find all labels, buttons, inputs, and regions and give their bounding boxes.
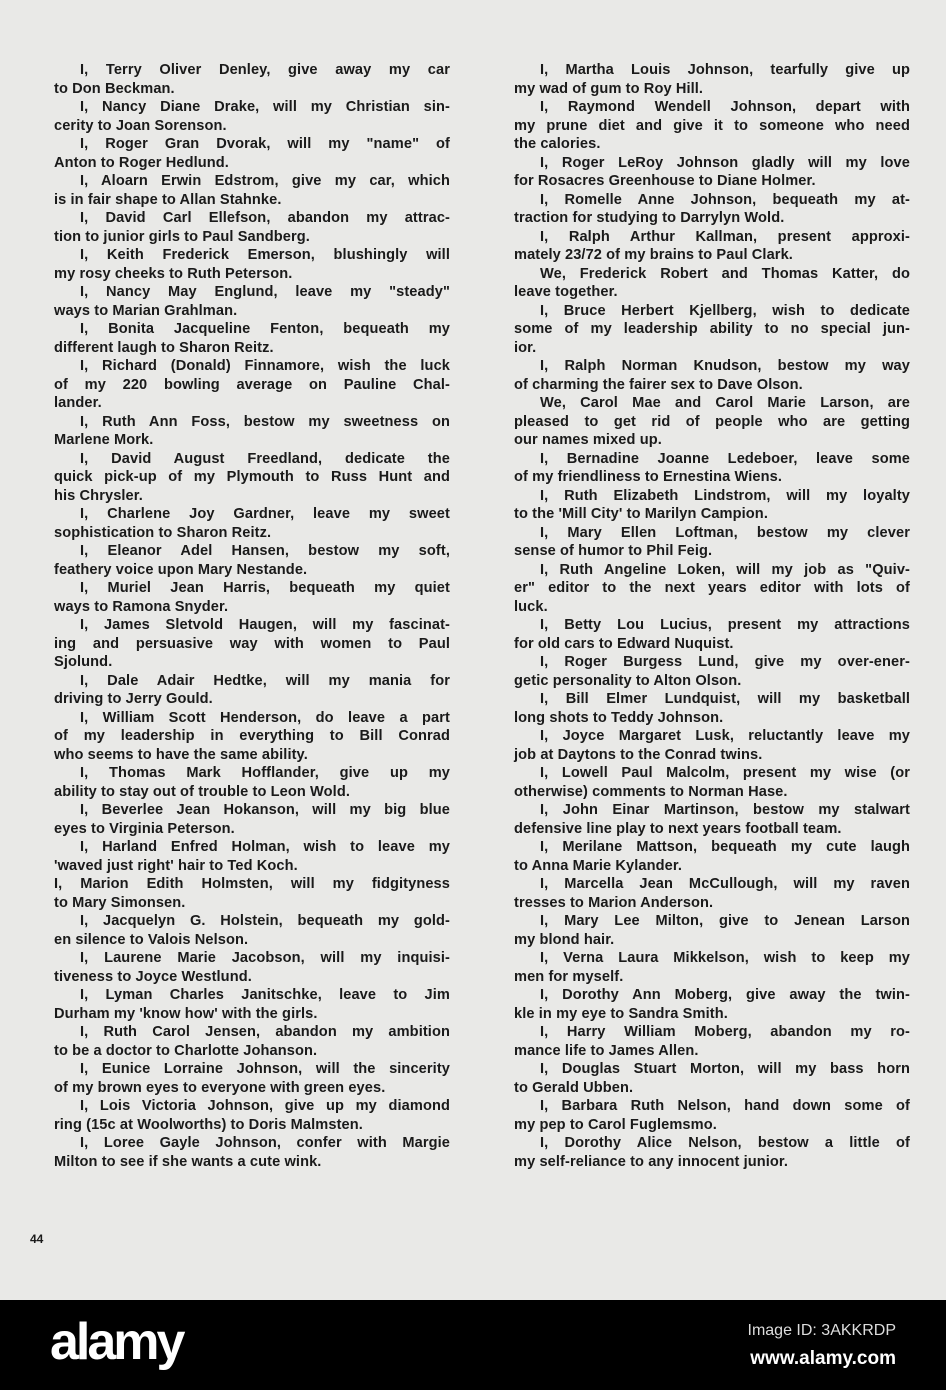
text-line: I, Marion Edith Holmsten, will my fidgityness <box>54 876 450 892</box>
will-entry <box>54 616 450 672</box>
text-line: I, David Carl Ellefson, abandon my attrac- <box>80 210 450 226</box>
will-entry <box>54 98 450 135</box>
text-line: I, Ralph Arthur Kallman, present approxi- <box>540 228 910 245</box>
text-line: who seems to have the same ability. <box>54 746 308 763</box>
text-line: kle in my eye to Sandra Smith. <box>514 1005 728 1022</box>
will-entry <box>514 450 910 487</box>
text-line: my rosy cheeks to Ruth Peterson. <box>54 265 293 282</box>
text-line: I, Romelle Anne Johnson, bequeath my at- <box>540 191 910 208</box>
text-line: feathery voice upon Mary Nestande. <box>54 561 308 578</box>
text-line: I, Bill Elmer Lundquist, will my basketball <box>540 691 910 707</box>
text-line: men for myself. <box>514 968 624 985</box>
text-line: Durham my 'know how' with the girls. <box>54 1005 318 1022</box>
text-line: is in fair shape to Allan Stahnke. <box>54 191 282 208</box>
text-line: I, James Sletvold Haugen, will my fascinat- <box>80 617 450 633</box>
text-line: driving to Jerry Gould. <box>54 691 213 707</box>
text-line: of my friendliness to Ernestina Wiens. <box>514 469 783 485</box>
text-line: I, Nancy Diane Drake, will my Christian sin- <box>80 99 450 115</box>
will-entry <box>54 1097 450 1134</box>
will-entry <box>514 838 910 875</box>
text-line: ways to Ramona Snyder. <box>54 598 229 615</box>
text-line: I, Laurene Marie Jacobson, will my inquisi- <box>80 950 450 966</box>
text-line: to Mary Simonsen. <box>54 894 186 911</box>
text-line: I, Eleanor Adel Hansen, bestow my soft, <box>80 543 450 559</box>
text-line: traction for studying to Darrylyn Wold. <box>514 210 785 226</box>
will-entry <box>54 450 450 506</box>
left-column <box>54 61 450 1171</box>
will-entry <box>514 1097 910 1134</box>
text-line: of my leadership in everything to Bill Conrad <box>54 728 450 744</box>
text-line: otherwise) comments to Norman Hase. <box>514 783 788 800</box>
text-line: ways to Marian Grahlman. <box>54 302 238 319</box>
text-line: long shots to Teddy Johnson. <box>514 709 724 726</box>
will-entry <box>514 653 910 690</box>
text-line: my pep to Carol Fuglemsmo. <box>514 1116 717 1133</box>
will-entry <box>54 320 450 357</box>
text-line: I, Richard (Donald) Finnamore, wish the luck <box>80 358 450 374</box>
text-line: tion to junior girls to Paul Sandberg. <box>54 228 310 245</box>
will-entry <box>54 949 450 986</box>
text-line: ring (15c at Woolworths) to Doris Malmsten. <box>54 1116 363 1133</box>
will-entry <box>514 191 910 228</box>
text-line: I, Jacquelyn G. Holstein, bequeath my gold- <box>80 913 450 929</box>
will-entry <box>54 1023 450 1060</box>
text-line: of charming the fairer sex to Dave Olson. <box>514 376 803 393</box>
will-entry <box>54 542 450 579</box>
text-line: I, Marcella Jean McCullough, will my raven <box>540 876 910 892</box>
text-line: I, Muriel Jean Harris, bequeath my quiet <box>80 580 450 596</box>
text-line: I, Roger Burgess Lund, give my over-ener- <box>540 654 910 670</box>
text-line: I, Ruth Angeline Loken, will my job as "Quiv- <box>540 561 910 578</box>
will-entry <box>514 690 910 727</box>
text-line: Marlene Mork. <box>54 432 154 448</box>
text-line: our names mixed up. <box>514 432 662 448</box>
text-line: eyes to Virginia Peterson. <box>54 820 235 837</box>
text-line: I, Barbara Ruth Nelson, hand down some of <box>540 1098 910 1114</box>
text-line: ability to stay out of trouble to Leon Wold. <box>54 783 350 800</box>
will-entry <box>54 1060 450 1097</box>
text-line: my prune diet and give it to someone who need <box>514 117 910 134</box>
text-line: I, Charlene Joy Gardner, leave my sweet <box>80 506 450 522</box>
will-entry <box>514 727 910 764</box>
text-line: of my 220 bowling average on Pauline Chal- <box>54 376 450 393</box>
text-line: luck. <box>514 598 548 615</box>
text-line: I, Douglas Stuart Morton, will my bass horn <box>540 1061 910 1077</box>
text-line: sophistication to Sharon Reitz. <box>54 524 272 541</box>
text-line: I, Verna Laura Mikkelson, wish to keep my <box>540 950 910 966</box>
will-entry <box>54 172 450 209</box>
will-entry <box>514 487 910 524</box>
text-line: different laugh to Sharon Reitz. <box>54 339 274 356</box>
text-line: my self-reliance to any innocent junior. <box>514 1153 789 1170</box>
text-line: I, Dorothy Alice Nelson, bestow a little of <box>540 1135 910 1151</box>
right-column <box>514 61 910 1171</box>
text-line: er" editor to the next years editor with lots of <box>514 580 910 596</box>
text-line: I, Harland Enfred Holman, wish to leave my <box>80 839 450 855</box>
will-entry <box>514 394 910 450</box>
text-line: leave together. <box>514 284 618 300</box>
will-entry <box>514 1060 910 1097</box>
will-entry <box>54 672 450 709</box>
will-entry <box>514 1134 910 1171</box>
text-line: ing and persuasive way with women to Paul <box>54 635 450 652</box>
text-line: I, Ruth Ann Foss, bestow my sweetness on <box>80 413 450 430</box>
text-line: I, Terry Oliver Denley, give away my car <box>80 62 450 78</box>
text-line: I, Dorothy Ann Moberg, give away the twin- <box>540 987 910 1003</box>
will-entry <box>514 61 910 98</box>
text-line: Sjolund. <box>54 654 113 670</box>
text-line: I, John Einar Martinson, bestow my stalwart <box>540 802 910 818</box>
will-entry <box>514 912 910 949</box>
will-entry <box>514 228 910 265</box>
text-line: I, Harry William Moberg, abandon my ro- <box>540 1024 910 1040</box>
will-entry <box>54 61 450 98</box>
text-line: I, Joyce Margaret Lusk, reluctantly leave my <box>540 728 910 744</box>
will-entry <box>514 265 910 302</box>
text-line: some of my leadership ability to no special jun- <box>514 321 910 337</box>
will-entry <box>54 986 450 1023</box>
will-entry <box>514 357 910 394</box>
text-line: Milton to see if she wants a cute wink. <box>54 1153 322 1170</box>
text-line: tresses to Marion Anderson. <box>514 894 714 911</box>
text-line: I, Roger LeRoy Johnson gladly will my love <box>540 154 910 171</box>
text-line: I, Aloarn Erwin Edstrom, give my car, which <box>80 173 450 189</box>
text-line: to Gerald Ubben. <box>514 1079 634 1096</box>
will-entry <box>54 801 450 838</box>
text-line: I, William Scott Henderson, do leave a part <box>80 709 450 726</box>
will-entry <box>514 1023 910 1060</box>
text-line: my blond hair. <box>514 931 615 948</box>
text-line: to be a doctor to Charlotte Johanson. <box>54 1042 318 1059</box>
text-line: I, Thomas Mark Hofflander, give up my <box>80 765 450 781</box>
text-line: cerity to Joan Sorenson. <box>54 117 227 134</box>
page-number: 44 <box>30 1232 44 1246</box>
text-line: ior. <box>514 339 537 356</box>
website-url: www.alamy.com <box>750 1348 896 1369</box>
text-line: to Don Beckman. <box>54 80 175 97</box>
will-entry <box>54 505 450 542</box>
will-entry <box>514 302 910 358</box>
text-line: I, Bonita Jacqueline Fenton, bequeath my <box>80 321 450 337</box>
will-entry <box>514 801 910 838</box>
text-line: I, Beverlee Jean Hokanson, will my big blue <box>80 802 450 818</box>
text-line: I, Merilane Mattson, bequeath my cute laugh <box>540 839 910 855</box>
text-line: getic personality to Alton Olson. <box>514 672 742 689</box>
will-entry <box>54 413 450 450</box>
text-line: I, Keith Frederick Emerson, blushingly will <box>80 247 450 263</box>
will-entry <box>54 357 450 413</box>
will-entry <box>54 209 450 246</box>
image-id: Image ID: 3AKKRDP <box>747 1322 896 1339</box>
text-line: 'waved just right' hair to Ted Koch. <box>54 857 298 874</box>
will-entry <box>54 838 450 875</box>
text-line: I, Betty Lou Lucius, present my attractions <box>540 617 910 633</box>
text-line: I, Eunice Lorraine Johnson, will the sincerity <box>80 1061 450 1077</box>
text-line: mately 23/72 of my brains to Paul Clark. <box>514 247 793 263</box>
text-line: I, Lois Victoria Johnson, give up my diamond <box>80 1098 450 1114</box>
will-entry <box>54 875 450 912</box>
will-entry <box>54 246 450 283</box>
text-line: I, Bernadine Joanne Ledeboer, leave some <box>540 450 910 467</box>
will-entry <box>54 1134 450 1171</box>
will-entry <box>54 912 450 949</box>
text-line: I, Loree Gayle Johnson, confer with Margie <box>80 1135 450 1151</box>
text-line: I, Martha Louis Johnson, tearfully give up <box>540 62 910 78</box>
text-line: We, Carol Mae and Carol Marie Larson, are <box>540 395 910 411</box>
text-line: for Rosacres Greenhouse to Diane Holmer. <box>514 173 816 189</box>
text-line: I, Raymond Wendell Johnson, depart with <box>540 99 910 115</box>
text-line: I, Dale Adair Hedtke, will my mania for <box>80 672 450 689</box>
text-line: I, Lowell Paul Malcolm, present my wise (or <box>540 765 910 781</box>
text-line: Anton to Roger Hedlund. <box>54 154 229 171</box>
watermark-footer <box>0 1300 946 1390</box>
will-entry <box>54 283 450 320</box>
text-line: the calories. <box>514 136 601 152</box>
text-line: I, Ruth Carol Jensen, abandon my ambition <box>80 1024 450 1040</box>
will-entry <box>514 98 910 154</box>
text-line: I, Mary Ellen Loftman, bestow my clever <box>540 524 910 541</box>
text-line: I, Ralph Norman Knudson, bestow my way <box>540 358 910 374</box>
will-entry <box>514 524 910 561</box>
text-line: my wad of gum to Roy Hill. <box>514 80 704 97</box>
text-line: job at Daytons to the Conrad twins. <box>514 746 763 763</box>
text-line: defensive line play to next years football team. <box>514 820 842 837</box>
will-entry <box>54 764 450 801</box>
will-entry <box>514 875 910 912</box>
text-line: I, Bruce Herbert Kjellberg, wish to dedicate <box>540 302 910 319</box>
text-line: pleased to get rid of people who are getting <box>514 413 910 430</box>
text-line: lander. <box>54 395 102 411</box>
text-line: I, Ruth Elizabeth Lindstrom, will my loyalty <box>540 487 910 504</box>
text-line: tiveness to Joyce Westlund. <box>54 968 252 985</box>
text-line: for old cars to Edward Nuquist. <box>514 635 734 652</box>
text-line: of my brown eyes to everyone with green eyes. <box>54 1079 386 1096</box>
text-line: We, Frederick Robert and Thomas Katter, do <box>540 265 910 282</box>
will-entry <box>514 986 910 1023</box>
will-entry <box>54 579 450 616</box>
text-line: I, Roger Gran Dvorak, will my "name" of <box>80 136 450 152</box>
will-entry <box>514 764 910 801</box>
will-entry <box>514 561 910 617</box>
text-line: I, Nancy May Englund, leave my "steady" <box>80 284 450 300</box>
will-entry <box>54 135 450 172</box>
text-line: I, Mary Lee Milton, give to Jenean Larson <box>540 913 910 929</box>
text-line: sense of humor to Phil Feig. <box>514 543 713 559</box>
text-line: to the 'Mill City' to Marilyn Campion. <box>514 506 768 522</box>
alamy-logo: alamy <box>50 1313 183 1371</box>
will-entry <box>514 616 910 653</box>
will-entry <box>514 154 910 191</box>
text-line: quick pick-up of my Plymouth to Russ Hunt and <box>54 469 450 485</box>
will-entry <box>54 709 450 765</box>
text-line: I, Lyman Charles Janitschke, leave to Jim <box>80 987 450 1003</box>
text-line: I, David August Freedland, dedicate the <box>80 450 450 467</box>
text-line: en silence to Valois Nelson. <box>54 931 249 948</box>
text-line: his Chrysler. <box>54 487 143 504</box>
text-line: mance life to James Allen. <box>514 1042 699 1059</box>
text-line: to Anna Marie Kylander. <box>514 857 683 874</box>
will-entry <box>514 949 910 986</box>
